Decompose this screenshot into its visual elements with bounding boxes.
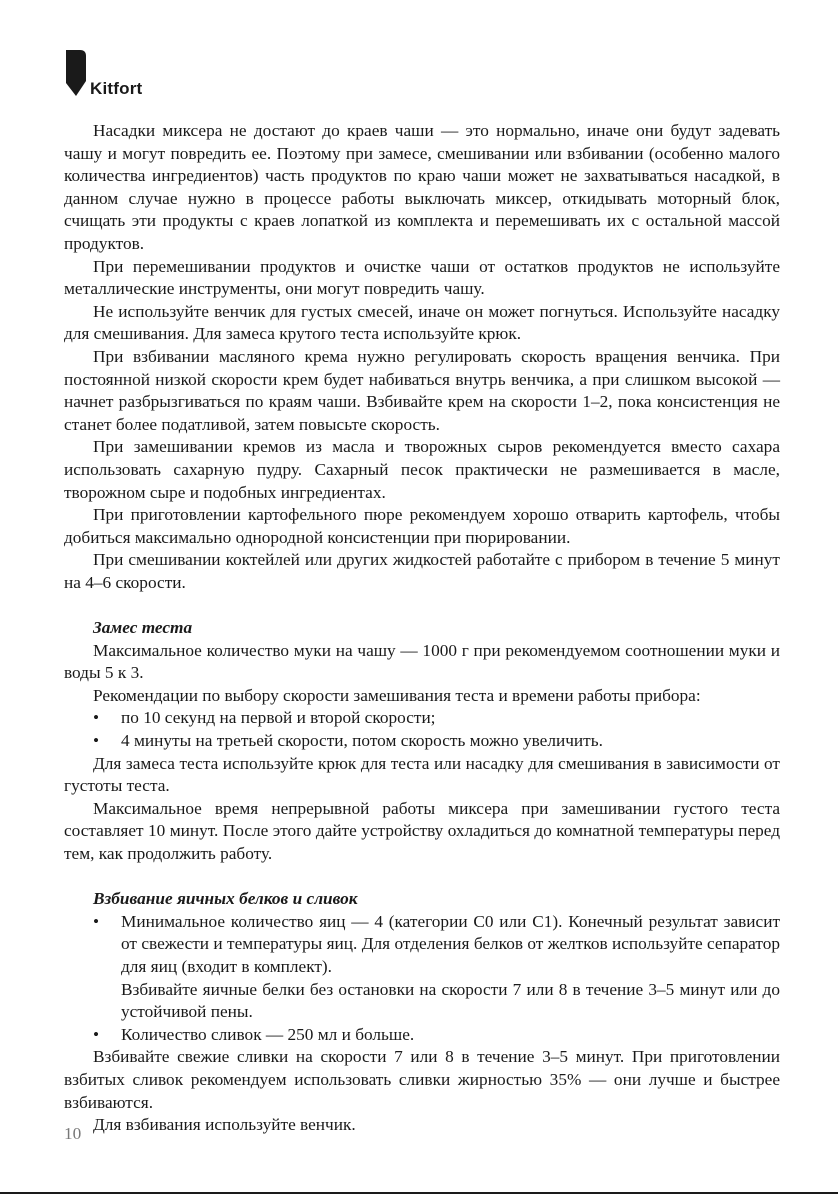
bullet-text: 4 минуты на третьей скорости, потом скорость можно увеличить. xyxy=(121,731,603,751)
bullet-text: по 10 секунд на первой и второй скорости; xyxy=(121,708,436,728)
bullet-text: Количество сливок — 250 мл и больше. xyxy=(121,1024,415,1044)
bullet-marker: • xyxy=(93,1024,100,1044)
list-item xyxy=(64,1024,780,1047)
list-item xyxy=(64,707,780,730)
bullet-text: Минимальное количество яиц — 4 (категории С0 или С1). Конечный результат зависит от свежести и температуры яиц. Для отделения белков от желтков используйте сепаратор для яиц (входит в комплект). xyxy=(121,911,780,976)
bullet-marker: • xyxy=(93,911,100,931)
bullet-continuation: Взбивайте яичные белки без остановки на скорости 7 или 8 в течение 3–5 минут или до устойчивой пены. xyxy=(121,979,780,1022)
page-number: 10 xyxy=(64,1124,82,1143)
dough-bullet-list xyxy=(64,707,780,752)
intro-paragraph-2: При перемешивании продуктов и очистке чаши от остатков продуктов не используйте металлические инструменты, они могут повредить чашу. xyxy=(64,256,780,299)
bottom-divider xyxy=(0,1192,838,1194)
section-title-whipping: Взбивание яичных белков и сливок xyxy=(93,889,358,909)
kitfort-logo xyxy=(64,47,142,99)
whip-paragraph-1: Взбивайте свежие сливки на скорости 7 или 8 в течение 3–5 минут. При приготовлении взбитых сливок рекомендуем использовать сливки жирностью 35% — они лучше и быстрее взбиваются. xyxy=(64,1047,780,1112)
intro-paragraph-6: При приготовлении картофельного пюре рекомендуем хорошо отварить картофель, чтобы добиться максимально однородной консистенции при пюрировании. xyxy=(64,505,780,547)
section-title-dough: Замес теста xyxy=(93,618,193,638)
dough-paragraph-1: Максимальное количество муки на чашу — 1000 г при рекомендуемом соотношении муки и воды 5 к 3. xyxy=(64,640,780,683)
bullet-marker: • xyxy=(93,731,100,751)
intro-paragraph-4: При взбивании масляного крема нужно регулировать скорость вращения венчика. При постоянной низкой скорости крем будет набиваться внутрь венчика, а при слишком высокой — начнет разбрызгиваться по краям чаши. Взбивайте крем на скорости 1–2, пока консистенция не станет более податливой, затем повысьте скорость. xyxy=(64,346,780,434)
intro-paragraph-1: Насадки миксера не достают до краев чаши — это нормально, иначе они будут задевать чашу и могут повредить ее. Поэтому при замесе, смешивании или взбивании (особенно малого количества ингредиентов) часть продуктов по краю чаши может не захватываться насадкой, в данном случае нужно в процессе работы выключать миксер, откидывать моторный блок, счищать эти продукты с краев лопаткой из комплекта и перемешивать их с остальной массой продуктов. xyxy=(64,121,780,253)
whip-paragraph-2: Для взбивания используйте венчик. xyxy=(93,1115,356,1135)
brand-name: Kitfort xyxy=(90,79,143,98)
bullet-marker: • xyxy=(93,708,100,728)
page-content xyxy=(64,120,780,1137)
list-item xyxy=(64,730,780,753)
dough-paragraph-2: Рекомендации по выбору скорости замешивания теста и времени работы прибора: xyxy=(93,685,701,705)
kitfort-logo-mark-icon xyxy=(64,47,88,99)
whip-bullet-list xyxy=(64,911,780,1047)
intro-paragraph-3: Не используйте венчик для густых смесей, иначе он может погнуться. Используйте насадку для смешивания. Для замеса крутого теста используйте крюк. xyxy=(64,301,780,344)
dough-paragraph-4: Максимальное время непрерывной работы миксера при замешивании густого теста составляет 10 минут. После этого дайте устройству охладиться до комнатной температуры перед тем, как продолжить работу. xyxy=(64,798,780,863)
intro-paragraph-5: При замешивании кремов из масла и творожных сыров рекомендуется вместо сахара использовать сахарную пудру. Сахарный песок практически не размешивается в масле, творожном сыре и подобных ингредиентах. xyxy=(64,437,780,502)
dough-paragraph-3: Для замеса теста используйте крюк для теста или насадку для смешивания в зависимости от густоты теста. xyxy=(64,753,780,796)
list-item xyxy=(64,911,780,1024)
intro-paragraph-7: При смешивании коктейлей или других жидкостей работайте с прибором в течение 5 минут на 4–6 скорости. xyxy=(64,550,780,592)
